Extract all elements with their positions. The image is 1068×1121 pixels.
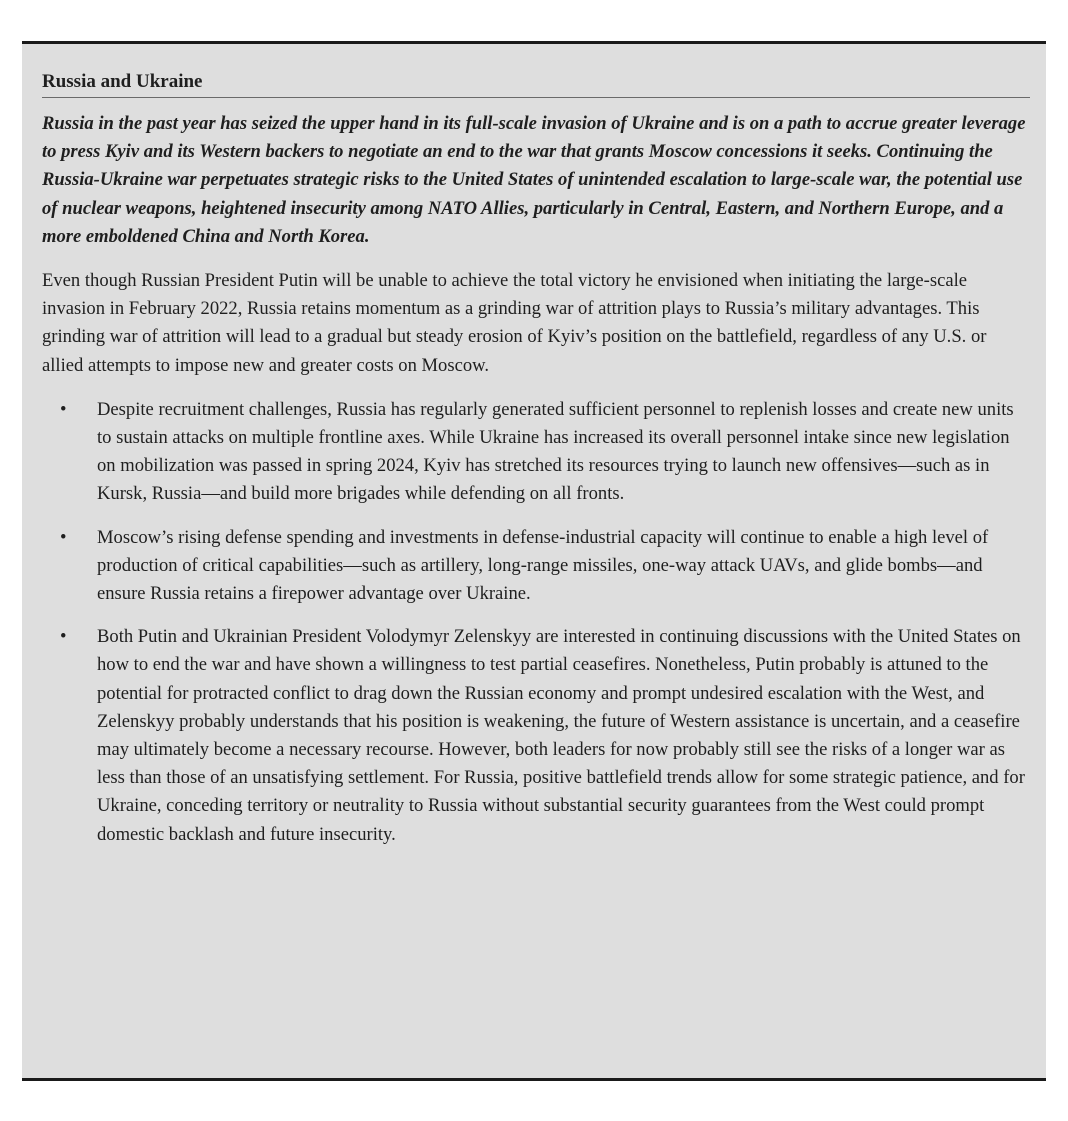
bullet-text: Both Putin and Ukrainian President Volodymyr Zelenskyy are interested in continuing discussions with the United States on how to end the war and have shown a willingness to test partial ceasefires. Nonetheless, Putin probably is attuned to the potential for protracted conflict to drag down the Russian economy and prompt undesired escalation with the West, and Zelenskyy probably understands that his position is weakening, the future of Western assistance is uncertain, and a ceasefire may ultimately become a necessary recourse. However, both leaders for now probably still see the risks of a longer war as less than those of an unsatisfying settlement. For Russia, positive battlefield trends allow for some strategic patience, and for Ukraine, conceding territory or neutrality to Russia without substantial security guarantees from the West could prompt domestic backlash and future insecurity. bbox=[97, 626, 1025, 845]
bullet-icon: • bbox=[60, 398, 67, 420]
text-box-content bbox=[42, 70, 1030, 864]
bullet-icon: • bbox=[60, 526, 67, 548]
bullet-item bbox=[42, 623, 1030, 849]
bullet-item bbox=[42, 524, 1030, 609]
bullet-list bbox=[42, 396, 1030, 849]
body-paragraph: Even though Russian President Putin will be unable to achieve the total victory he envisioned when initiating the large-scale invasion in February 2022, Russia retains momentum as a grinding war of attrition plays to Russia’s military advantages. This grinding war of attrition will lead to a gradual but steady erosion of Kyiv’s position on the battlefield, regardless of any U.S. or allied attempts to impose new and greater costs on Moscow. bbox=[42, 270, 987, 376]
bullet-item bbox=[42, 396, 1030, 509]
bullet-text: Despite recruitment challenges, Russia has regularly generated sufficient personnel to replenish losses and create new units to sustain attacks on multiple frontline axes. While Ukraine has increased its overall personnel intake since new legislation on mobilization was passed in spring 2024, Kyiv has stretched its resources trying to launch new offensives—such as in Kursk, Russia—and build more brigades while defending on all fronts. bbox=[97, 398, 1014, 505]
text-box bbox=[22, 41, 1046, 1081]
bullet-text: Moscow’s rising defense spending and investments in defense-industrial capacity will continue to enable a high level of production of critical capabilities—such as artillery, long-range missiles, one-way attack UAVs, and glide bombs—and ensure Russia retains a firepower advantage over Ukraine. bbox=[97, 526, 989, 605]
bullet-icon: • bbox=[60, 626, 67, 648]
section-heading: Russia and Ukraine bbox=[42, 70, 1030, 98]
summary-paragraph: Russia in the past year has seized the upper hand in its full-scale invasion of Ukraine and is on a path to accrue greater leverage to press Kyiv and its Western backers to negotiate an end to the war that grants Moscow concessions it seeks. Continuing the Russia-Ukraine war perpetuates strategic risks to the United States of unintended escalation to large-scale war, the potential use of nuclear weapons, heightened insecurity among NATO Allies, particularly in Central, Eastern, and Northern Europe, and a more emboldened China and North Korea. bbox=[42, 113, 1026, 247]
